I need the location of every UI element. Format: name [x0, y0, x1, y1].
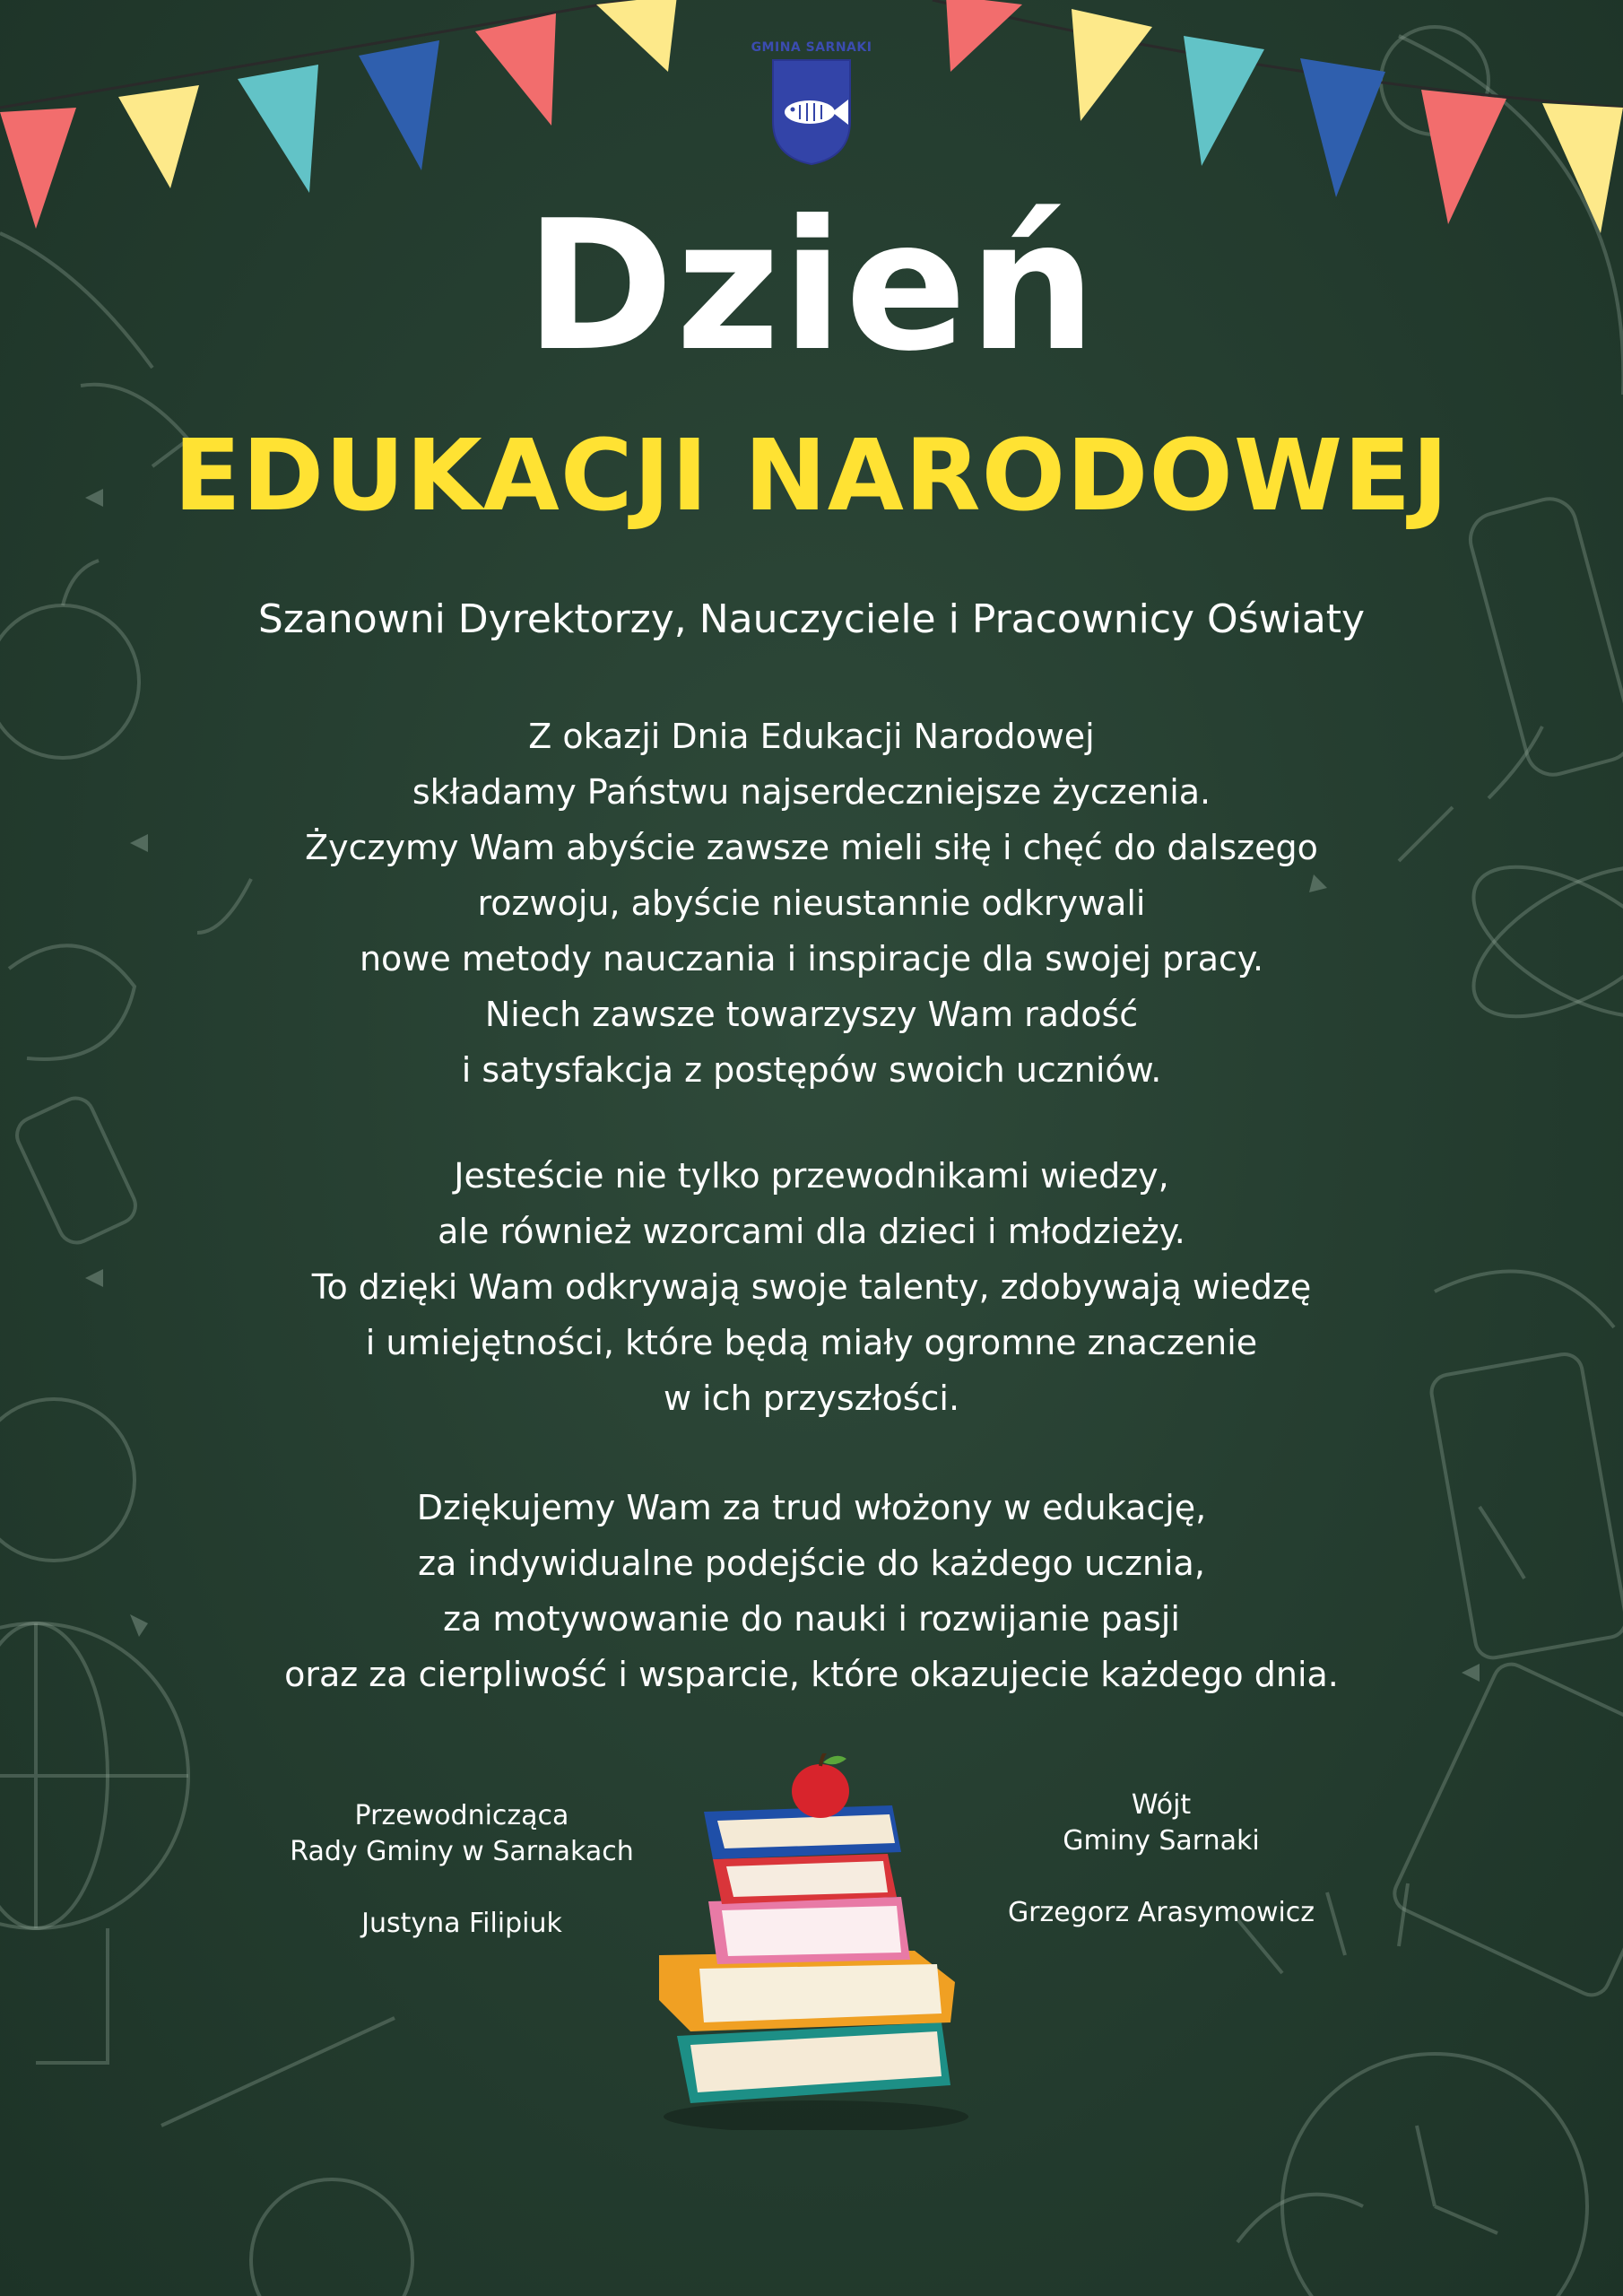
paragraph-line: Niech zawsze towarzyszy Wam radość	[484, 995, 1139, 1034]
signature-name: Grzegorz Arasymowicz	[1007, 1897, 1315, 1928]
bunting-flag	[1072, 9, 1152, 121]
paragraph-line: Dziękujemy Wam za trud włożony w edukację,	[416, 1488, 1207, 1527]
paragraph-line: i umiejętności, które będą miały ogromne znaczenie	[365, 1323, 1258, 1362]
alarm-clock-doodle-icon	[1282, 2054, 1587, 2296]
signature-role: Wójt	[1131, 1789, 1192, 1821]
signature-name: Justyna Filipiuk	[361, 1908, 562, 1939]
paragraph-line: za indywidualne podejście do każdego ucznia,	[418, 1544, 1205, 1583]
greeting-paragraph-2	[179, 1148, 1444, 1426]
calculator-doodle-icon	[1389, 1658, 1623, 2001]
paragraph-line: Z okazji Dnia Edukacji Narodowej	[528, 717, 1095, 756]
greeting-paragraph-3	[179, 1480, 1444, 1702]
paragraph-line: rozwoju, abyście nieustannie odkrywali	[477, 883, 1146, 923]
paragraph-line: To dzięki Wam odkrywają swoje talenty, zdobywają wiedzę	[311, 1267, 1312, 1307]
paragraph-line: oraz za cierpliwość i wsparcie, które okazujecie każdego dnia.	[284, 1655, 1339, 1694]
paragraph-line: i satysfakcja z postępów swoich uczniów.	[461, 1050, 1162, 1090]
bunting-flag	[596, 0, 677, 72]
magnifier-doodle-icon	[251, 2179, 412, 2296]
paragraph-line: Życzymy Wam abyście zawsze mieli siłę i chęć do dalszego	[305, 828, 1318, 867]
bunting-flag	[118, 85, 199, 188]
stack-of-books-with-apple-icon	[655, 1753, 977, 2130]
lightbulb-doodle-icon	[9, 945, 135, 1059]
signature-role: Gminy Sarnaki	[1063, 1825, 1260, 1857]
signature-council-chair	[260, 1798, 664, 1942]
municipality-crest	[749, 40, 874, 202]
bunting-flag	[1184, 36, 1264, 166]
crest-name: GMINA SARNAKI	[751, 40, 872, 55]
bunting-flag	[359, 40, 439, 170]
signature-role: Przewodnicząca	[354, 1800, 569, 1831]
signature-mayor	[959, 1787, 1363, 1931]
bunting-flag	[475, 13, 556, 126]
apple-doodle-icon-2	[0, 1399, 135, 1561]
bunting-flag	[238, 65, 318, 193]
bunting-flag	[946, 0, 1022, 72]
page-subtitle: EDUKACJI NARODOWEJ	[173, 418, 1450, 533]
paragraph-line: za motywowanie do nauki i rozwijanie pasji	[443, 1599, 1180, 1639]
paragraph-line: ale również wzorcami dla dzieci i młodzieży.	[438, 1212, 1185, 1251]
paragraph-line: nowe metody nauczania i inspiracje dla swojej pracy.	[359, 939, 1264, 978]
paragraph-line: składamy Państwu najserdeczniejsze życzenia.	[412, 772, 1211, 812]
paragraph-line: Jesteście nie tylko przewodnikami wiedzy,	[454, 1156, 1169, 1196]
fish-crest-icon	[771, 58, 852, 166]
scissors-doodle-icon	[161, 2018, 395, 2126]
greeting-paragraph-1	[179, 709, 1444, 1098]
signature-role: Rady Gminy w Sarnakach	[290, 1836, 634, 1867]
paragraph-line: w ich przyszłości.	[663, 1378, 960, 1418]
page-title: Dzień	[525, 182, 1098, 391]
bunting-flag	[1300, 58, 1385, 197]
salutation: Szanowni Dyrektorzy, Nauczyciele i Pracownicy Oświaty	[257, 596, 1366, 642]
